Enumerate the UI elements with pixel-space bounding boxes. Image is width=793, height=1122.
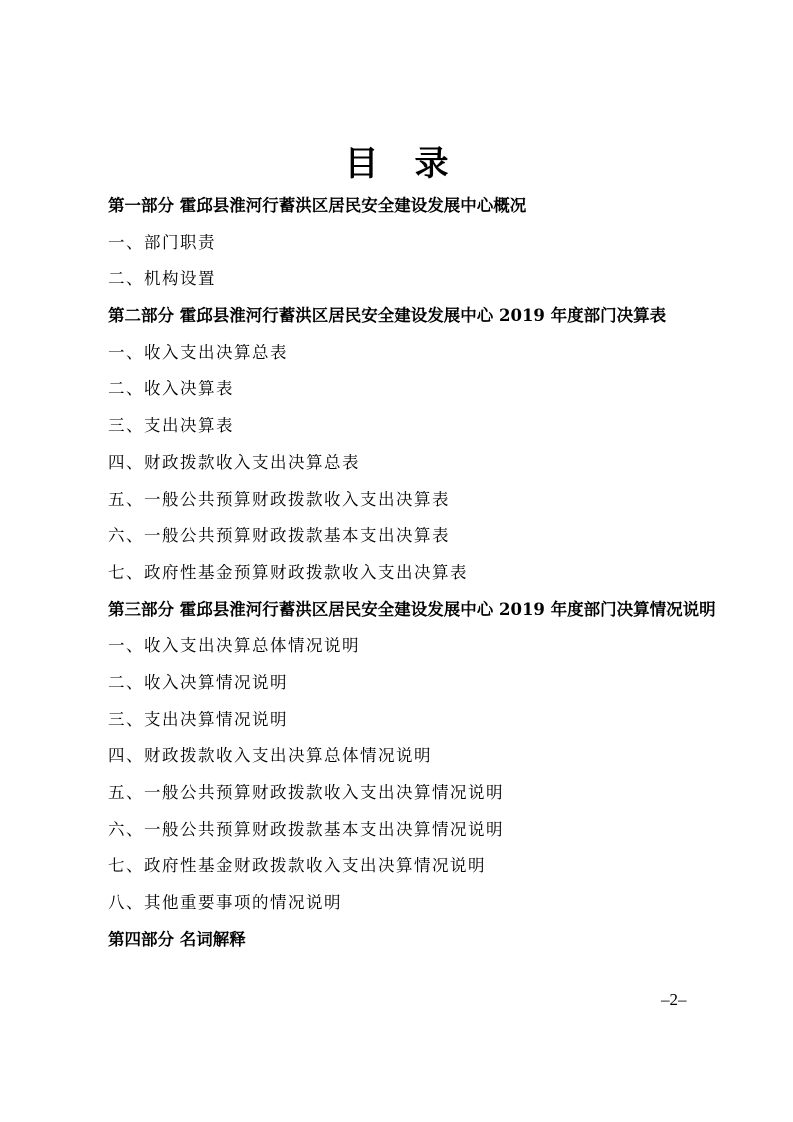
toc-item[interactable]: 八、其他重要事项的情况说明	[108, 893, 342, 913]
toc-item[interactable]: 四、财政拨款收入支出决算总表	[108, 452, 360, 472]
table-of-contents	[108, 188, 728, 958]
toc-item[interactable]: 二、收入决算情况说明	[108, 672, 288, 692]
toc-part-1[interactable]: 第一部分 霍邱县淮河行蓄洪区居民安全建设发展中心概况	[108, 196, 527, 215]
toc-item[interactable]: 二、收入决算表	[108, 379, 234, 399]
toc-item[interactable]: 三、支出决算表	[108, 416, 234, 436]
toc-item[interactable]: 三、支出决算情况说明	[108, 709, 288, 729]
toc-item[interactable]: 一、收入支出决算总体情况说明	[108, 636, 360, 656]
toc-item[interactable]: 七、政府性基金财政拨款收入支出决算情况说明	[108, 856, 486, 876]
toc-item[interactable]: 七、政府性基金预算财政拨款收入支出决算表	[108, 562, 468, 582]
toc-item[interactable]: 四、财政拨款收入支出决算总体情况说明	[108, 746, 432, 766]
toc-item[interactable]: 六、一般公共预算财政拨款基本支出决算情况说明	[108, 819, 504, 839]
title-char-1: 目	[344, 144, 379, 184]
toc-item[interactable]: 一、收入支出决算总表	[108, 342, 288, 362]
toc-part-2[interactable]: 第二部分 霍邱县淮河行蓄洪区居民安全建设发展中心 2019 年度部门决算表	[108, 306, 667, 326]
title-char-2: 录	[414, 144, 449, 184]
page-number: –2–	[661, 990, 687, 1009]
toc-part-4[interactable]: 第四部分 名词解释	[108, 929, 246, 949]
toc-item[interactable]: 五、一般公共预算财政拨款收入支出决算表	[108, 489, 450, 509]
toc-item[interactable]: 二、机构设置	[108, 269, 216, 289]
toc-item[interactable]: 一、部门职责	[108, 232, 216, 252]
page-title	[0, 142, 793, 186]
toc-item[interactable]: 六、一般公共预算财政拨款基本支出决算表	[108, 526, 450, 546]
toc-part-3[interactable]: 第三部分 霍邱县淮河行蓄洪区居民安全建设发展中心 2019 年度部门决算情况说明	[108, 599, 716, 619]
toc-item[interactable]: 五、一般公共预算财政拨款收入支出决算情况说明	[108, 783, 504, 802]
